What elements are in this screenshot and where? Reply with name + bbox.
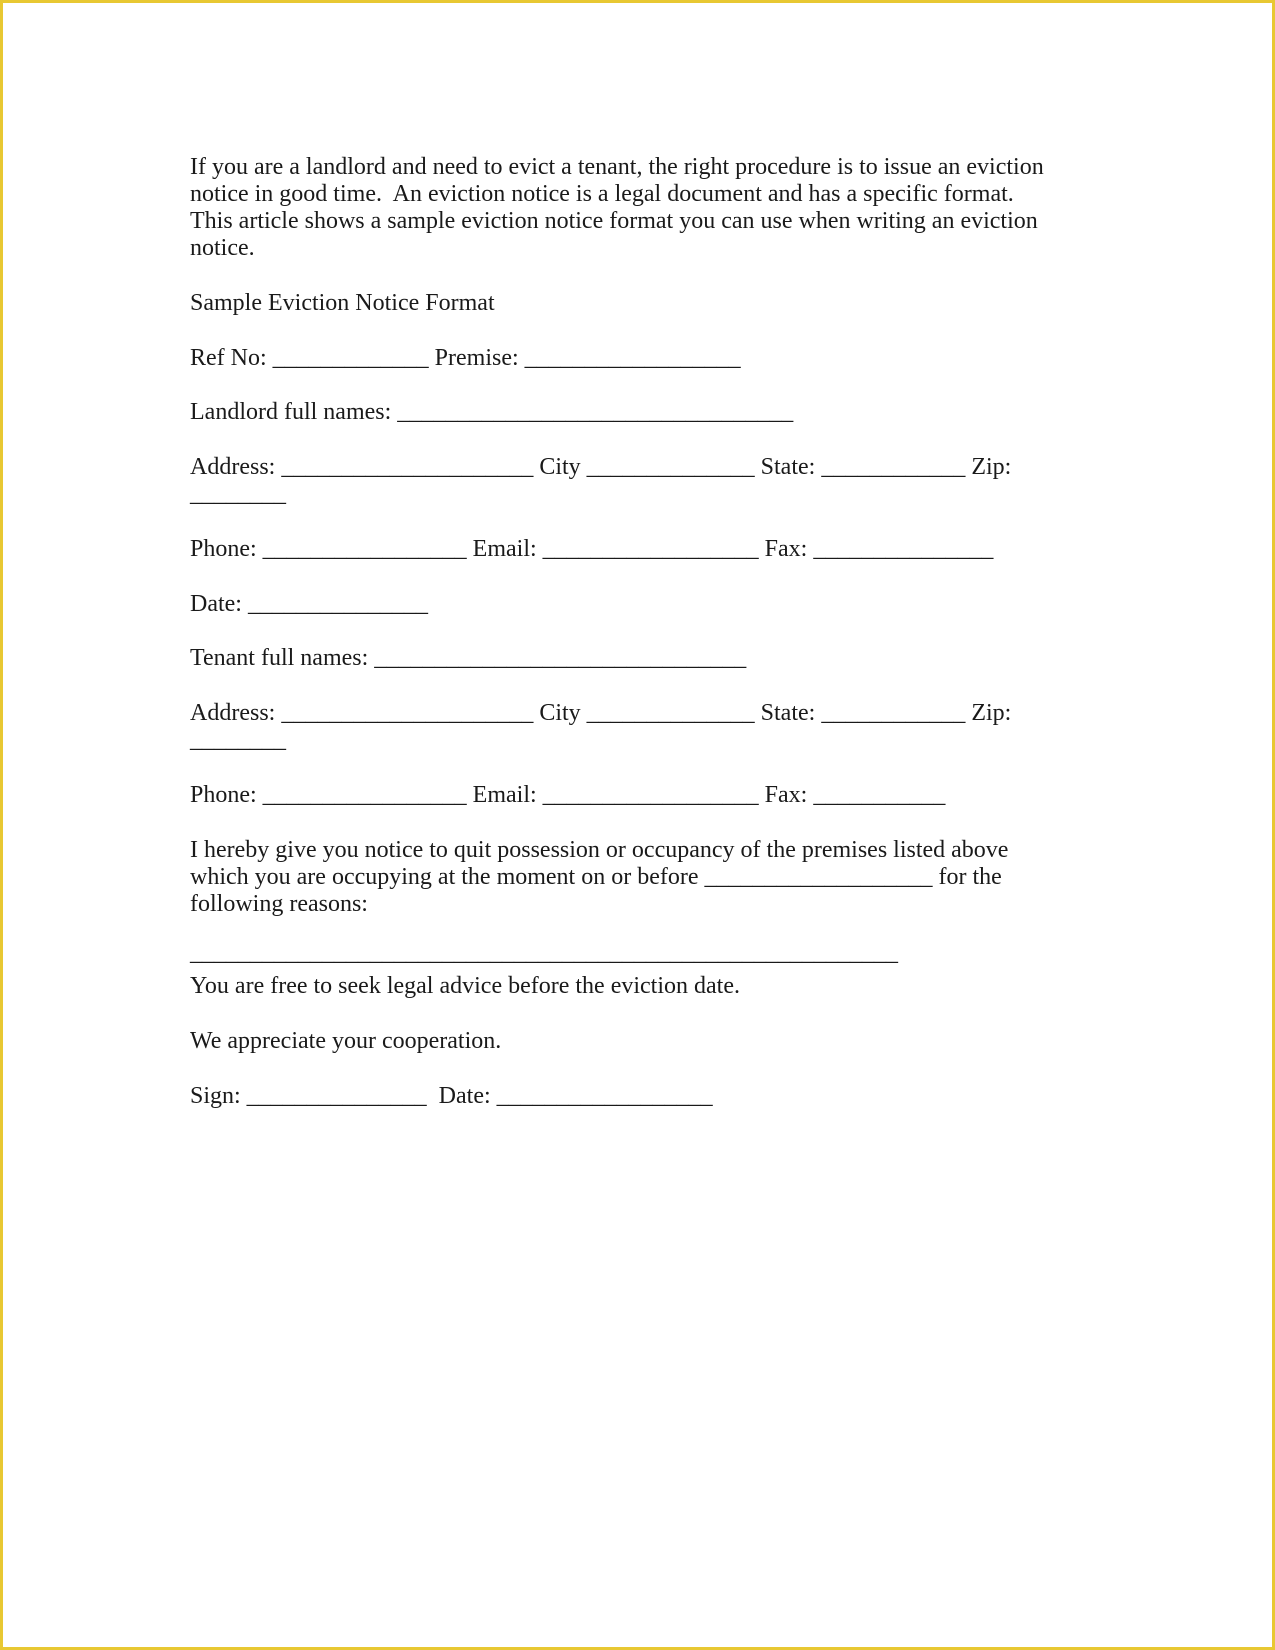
landlord-zip-field: ________ — [190, 481, 286, 507]
notice-line-3: following reasons: — [190, 891, 368, 917]
intro-line-2: notice in good time. An eviction notice is a legal document and has a specific format. — [190, 181, 1014, 207]
intro-line-4: notice. — [190, 235, 255, 261]
tenant-zip-field: ________ — [190, 727, 286, 753]
intro-line-3: This article shows a sample eviction notice format you can use when writing an eviction — [190, 208, 1038, 234]
tenant-address-field: Address: _____________________ City ______________ State: ____________ Zip: — [190, 700, 1012, 726]
date-field: Date: _______________ — [190, 591, 428, 617]
legal-advice-text: You are free to seek legal advice before the eviction date. — [190, 973, 740, 999]
tenant-names-field: Tenant full names: _______________________________ — [190, 645, 747, 671]
intro-line-1: If you are a landlord and need to evict a tenant, the right procedure is to issue an eviction — [190, 154, 1044, 180]
landlord-names-field: Landlord full names: _________________________________ — [190, 399, 794, 425]
document-heading: Sample Eviction Notice Format — [190, 290, 495, 316]
landlord-contact-field: Phone: _________________ Email: __________________ Fax: _______________ — [190, 536, 994, 562]
tenant-contact-field: Phone: _________________ Email: __________________ Fax: ___________ — [190, 782, 946, 808]
notice-line-1: I hereby give you notice to quit possession or occupancy of the premises listed above — [190, 837, 1009, 863]
landlord-address-field: Address: _____________________ City ______________ State: ____________ Zip: — [190, 454, 1012, 480]
reasons-field: ___________________________________________________________ — [190, 940, 898, 966]
notice-line-2: which you are occupying at the moment on or before ___________________ for the — [190, 864, 1002, 890]
ref-premise-field: Ref No: _____________ Premise: __________________ — [190, 345, 741, 371]
sign-date-field: Sign: _______________ Date: __________________ — [190, 1083, 713, 1109]
appreciation-text: We appreciate your cooperation. — [190, 1028, 502, 1054]
